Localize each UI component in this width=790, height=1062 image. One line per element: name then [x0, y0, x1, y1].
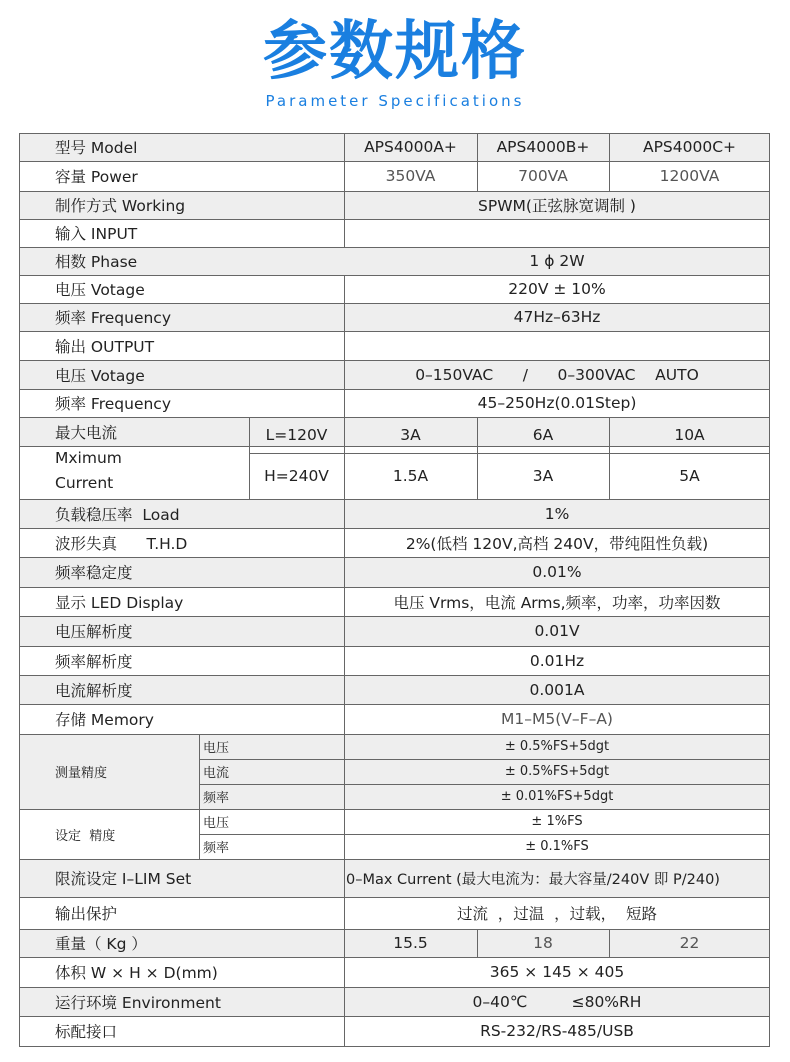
page-subtitle: Parameter Specifications	[265, 92, 525, 110]
meas-voltage-value: ± 0.5%FS+5dgt	[504, 739, 610, 754]
power-b: 700VA	[518, 167, 568, 185]
out-freq-value: 45–250Hz(0.01Step)	[477, 394, 637, 412]
interface-value: RS-232/RS-485/USB	[480, 1022, 634, 1040]
max-current-label	[19, 417, 249, 499]
volume-value: 365 × 145 × 405	[489, 963, 625, 981]
load-value: 1%	[544, 504, 570, 523]
env-value: 0–40℃ ≤80%RH	[472, 992, 642, 1011]
output-section-label: 输出 OUTPUT	[55, 337, 155, 356]
model-label: 型号 Model	[55, 139, 138, 157]
weight-a: 15.5	[393, 934, 428, 952]
i-res-value: 0.001A	[529, 680, 585, 699]
input-section-label: 输入 INPUT	[55, 225, 138, 243]
set-accuracy-label: 设定 精度	[55, 828, 116, 844]
model-c: APS4000C+	[642, 138, 737, 156]
weight-c: 22	[679, 934, 700, 952]
set-freq-label: 频率	[203, 841, 230, 856]
l120-a: 3A	[400, 426, 421, 444]
page-title: 参数规格	[263, 15, 527, 89]
phase-label: 相数 Phase	[55, 253, 138, 271]
meas-freq-label: 频率	[203, 791, 230, 806]
h240-a: 1.5A	[392, 467, 429, 485]
power-label: 容量 Power	[55, 168, 138, 186]
meas-voltage-label: 电压	[203, 741, 230, 756]
ilim-value: 0–Max Current (最大电流为：最大容量/240V 即 P/240)	[346, 871, 720, 888]
power-a: 350VA	[385, 167, 436, 185]
max-current-en2: Current	[55, 473, 114, 492]
in-voltage-value: 220V ± 10%	[508, 280, 606, 298]
display-value: 电压 Vrms，电流 Arms,频率，功率，功率因数	[393, 593, 721, 612]
v-res-label: 电压解析度	[55, 623, 133, 641]
f-res-value: 0.01Hz	[529, 651, 585, 670]
ilim-label: 限流设定 I–LIM Set	[55, 870, 192, 888]
working-label: 制作方式 Working	[55, 197, 186, 215]
l120-b: 6A	[532, 426, 554, 444]
freq-stab-value: 0.01%	[532, 563, 582, 581]
set-voltage-value: ± 1%FS	[531, 814, 583, 829]
h240-c: 5A	[679, 467, 700, 485]
l120-c: 10A	[674, 426, 705, 444]
thd-value: 2%(低档 120V,高档 240V，带纯阻性负载)	[405, 534, 709, 553]
meas-accuracy-label: 测量精度	[55, 766, 108, 781]
in-freq-value: 47Hz–63Hz	[513, 308, 601, 326]
thd-label: 波形失真 T.H.D	[55, 534, 188, 553]
set-freq-value: ± 0.1%FS	[525, 839, 589, 854]
protect-value: 过流 ，过温 ，过载， 短路	[456, 905, 658, 923]
meas-current-label: 电流	[203, 766, 230, 781]
in-freq-label: 频率 Frequency	[55, 309, 172, 327]
l120-label: L=120V	[265, 426, 328, 444]
out-voltage-label: 电压 Votage	[55, 366, 145, 385]
i-res-label: 电流解析度	[55, 681, 133, 700]
freq-stab-label: 频率稳定度	[55, 564, 133, 582]
out-freq-label: 频率 Frequency	[55, 395, 172, 413]
protect-label: 输出保护	[55, 905, 118, 923]
max-current-cn: 最大电流	[55, 423, 118, 442]
set-voltage-label: 电压	[203, 816, 230, 831]
memory-value: M1–M5(V–F–A)	[501, 710, 613, 728]
model-a: APS4000A+	[364, 138, 457, 156]
model-b: APS4000B+	[496, 138, 590, 156]
env-label: 运行环境 Environment	[55, 993, 221, 1012]
power-c: 1200VA	[659, 167, 720, 185]
max-current-en1: Mximum	[55, 448, 122, 467]
memory-label: 存储 Memory	[55, 711, 154, 729]
load-label: 负载稳压率 Load	[55, 505, 180, 524]
out-voltage-value: 0–150VAC / 0–300VAC AUTO	[415, 365, 699, 384]
volume-label: 体积 W × H × D(mm)	[55, 964, 218, 982]
weight-label: 重量（ Kg ）	[55, 935, 147, 953]
interface-label: 标配接口	[55, 1023, 118, 1041]
page-header	[0, 0, 790, 130]
phase-value: 1 ϕ 2W	[529, 252, 585, 270]
display-label: 显示 LED Display	[55, 593, 184, 612]
meas-current-value: ± 0.5%FS+5dgt	[504, 764, 610, 779]
f-res-label: 频率解析度	[55, 652, 133, 671]
working-value: SPWM(正弦脉宽调制 )	[478, 197, 636, 215]
v-res-value: 0.01V	[534, 622, 580, 640]
in-voltage-label: 电压 Votage	[55, 281, 145, 299]
h240-label: H=240V	[264, 467, 329, 485]
meas-freq-value: ± 0.01%FS+5dgt	[500, 789, 614, 804]
weight-b: 18	[533, 934, 553, 952]
h240-b: 3A	[532, 467, 554, 485]
spec-table	[19, 133, 770, 1047]
